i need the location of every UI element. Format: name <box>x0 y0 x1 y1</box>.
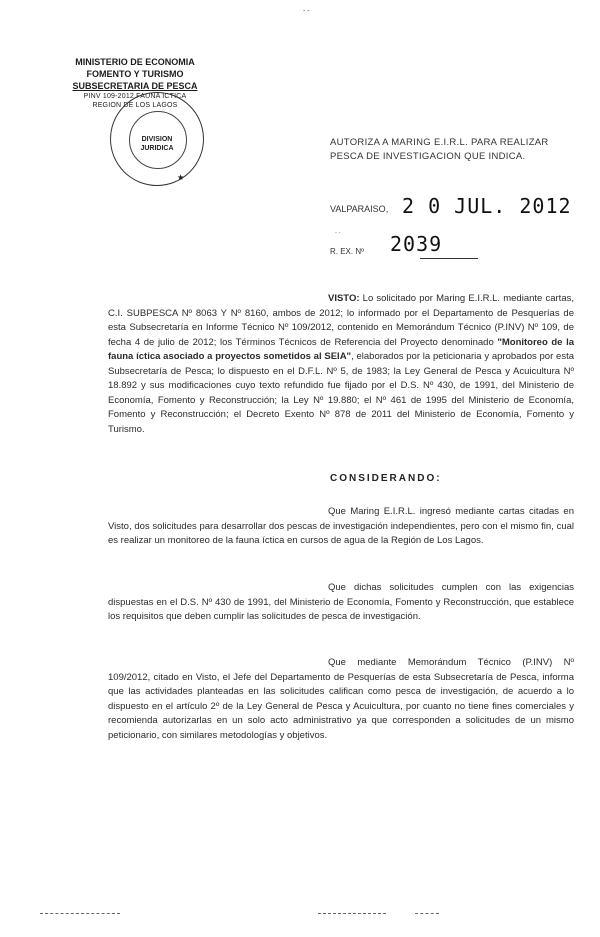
resolution-underline <box>420 258 478 259</box>
ministry-subtitle: FOMENTO Y TURISMO <box>86 69 184 79</box>
considerando-text-2: Que dichas solicitudes cumplen con las exigencias dispuestas en el D.S. Nº 430 de 1991, del Ministerio de Economía, Fomento y Reconstrucción, que establece los requisitos que deben cumplir las solicitudes de pesca de investigación. <box>108 582 574 622</box>
region-name: REGION DE LOS LAGOS <box>92 102 178 109</box>
footer-mark-right <box>415 913 439 914</box>
ministry-name: MINISTERIO DE ECONOMIA <box>75 57 195 67</box>
considerando-paragraph-1 <box>108 505 574 549</box>
considerando-paragraph-2 <box>108 581 574 625</box>
subsecretaria-name: SUBSECRETARIA DE PESCA <box>72 81 198 91</box>
visto-paragraph <box>108 292 574 437</box>
scan-mark: - - <box>303 8 310 15</box>
footer-mark-middle <box>318 913 386 914</box>
resolution-label: R. EX. Nº <box>330 247 365 256</box>
document-title: AUTORIZA A MARING E.I.R.L. PARA REALIZAR PESCA DE INVESTIGACION QUE INDICA. <box>330 137 549 162</box>
footer-mark-left <box>40 913 120 914</box>
seal-text-line2: JURIDICA <box>140 145 174 152</box>
official-seal <box>110 92 204 186</box>
resolution-number: 2039 <box>390 232 443 256</box>
star-icon: ★ <box>177 173 185 182</box>
visto-text-2: , elaborados por la peticionaria y aprobados por esta Subsecretaría de Pesca; lo dispuesto en el D.F.L. Nº 5, de 1983; la Ley General de Pesca y Acuicultura Nº 18.892 y sus modificaciones cuyo texto refundido fue fijado por el D.S. Nº 430, de 1991, del Ministerio de Economía, Fomento y Reconstrucción; la Ley Nº 19.880; el Nº 461 de 1995 del Ministerio de Economía, Fomento y Reconstrucción; el Decreto Exento Nº 878 de 2011 del Ministerio de Economía, Fomento y Turismo. <box>108 351 574 435</box>
considerando-text-3: Que mediante Memorándum Técnico (P.INV) Nº 109/2012, citado en Visto, el Jefe del Departamento de Pesquerías de esta Subsecretaría de Pesca, informa que las actividades planteadas en las solicitudes califican como pesca de investigación, de acuerdo a lo dispuesto en el artículo 2º de la Ley General de Pesca y Acuicultura, por cuanto no tiene fines comerciales y recomienda autorizarlas en un solo acto administrativo ya que corresponden a solicitudes de un mismo peticionario, con similares metodologías y objetivos. <box>108 657 574 741</box>
date-stamp: 2 0 JUL. 2012 <box>402 194 572 218</box>
considerando-heading: CONSIDERANDO: <box>330 473 442 484</box>
visto-text-1: Lo solicitado por Maring E.I.R.L. mediante cartas, C.I. SUBPESCA Nº 8063 Y Nº 8160, ambos de 2012; lo informado por el Departamento de Pesquerías de esta Subsecretaría en Informe Técnico Nº 109/2012, contenido en Memorándum Técnico (P.INV) Nº 109, de fecha 4 de julio de 2012; los Términos Técnicos de Referencia del Proyecto denominado <box>108 293 574 348</box>
considerando-text-1: Que Maring E.I.R.L. ingresó mediante cartas citadas en Visto, dos solicitudes para desarrollar dos pescas de investigación independientes, pero con el mismo fin, cual es realizar un monitoreo de la fauna íctica en cursos de agua de la Región de Los Lagos. <box>108 506 574 546</box>
reference-code: PINV 109-2012 FAUNA ICTICA <box>83 93 187 100</box>
place-label: VALPARAISO, <box>330 204 389 214</box>
visto-label: VISTO: <box>328 293 360 304</box>
project-name: "Monitoreo de la fauna íctica asociado a proyectos sometidos al SEIA" <box>108 336 574 362</box>
scan-mark-2: . . <box>335 228 341 235</box>
seal-text <box>111 135 203 153</box>
considerando-paragraph-3 <box>108 656 574 743</box>
seal-text-line1: DIVISION <box>141 136 173 143</box>
